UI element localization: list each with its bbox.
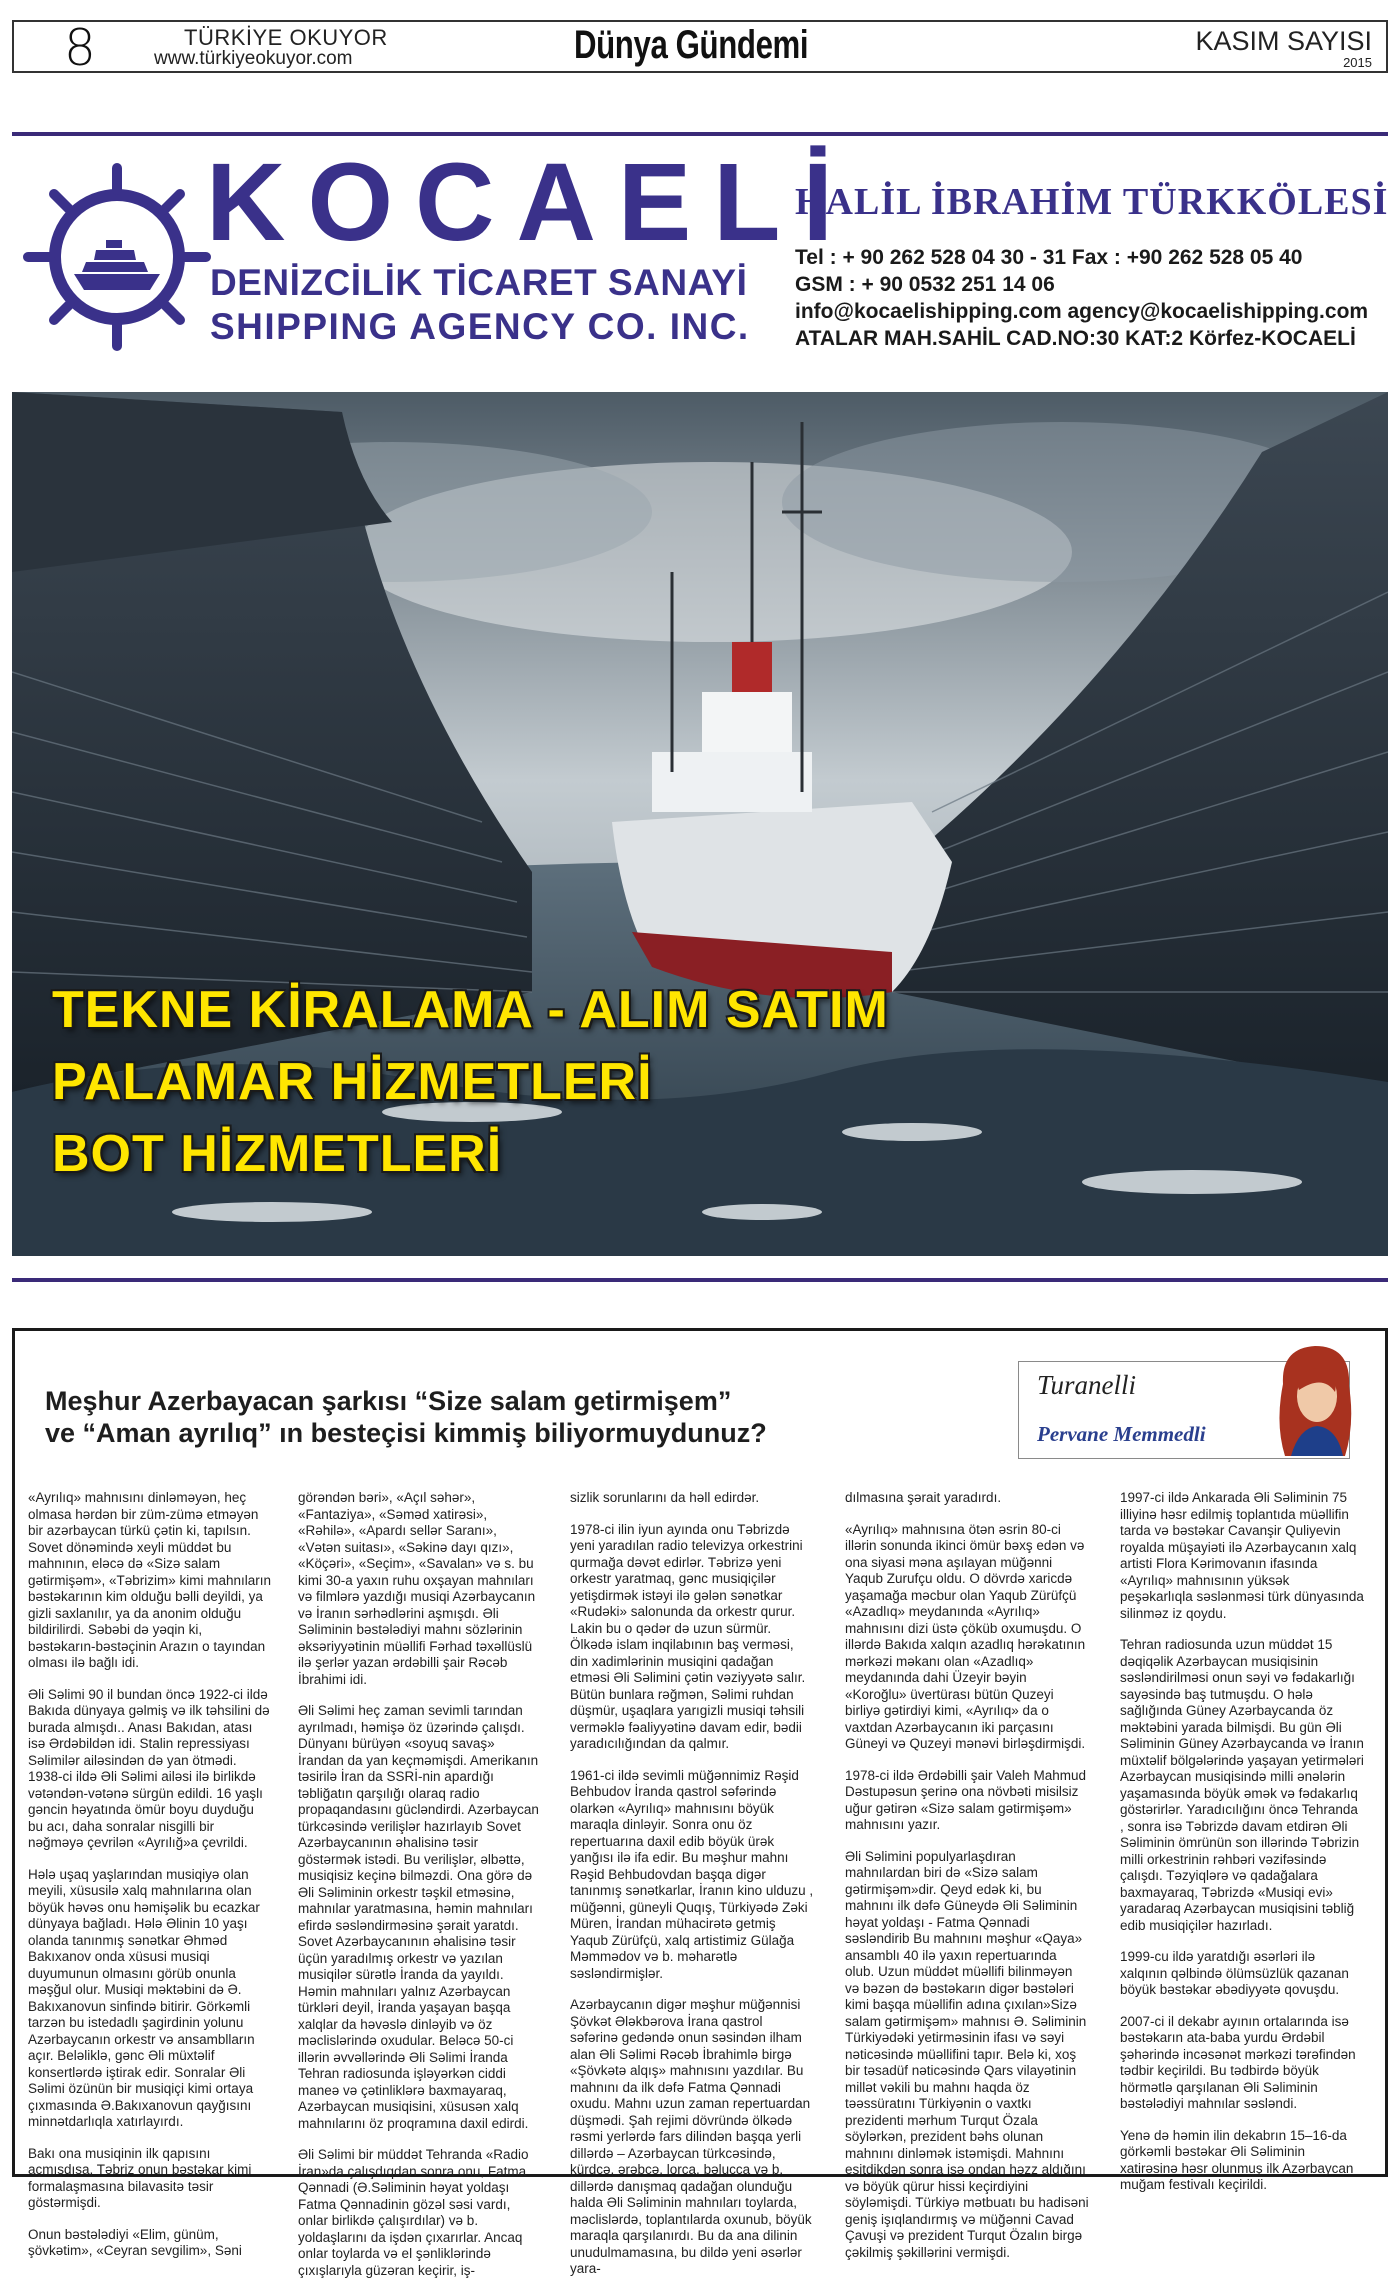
section-title: Dünya Gündemi [574,23,809,67]
divider-rule [12,1278,1388,1282]
paragraph: Əli Səlimi 90 il bundan öncə 1922-ci ildə Bakıda dünyaya gəlmiş və ilk təhsilini də burada almışdı.. Anası Bakıdan, atası isə Ərdəbildən idi. Stalin repressiyası Səlimilər ailəsindən də yan ötmədi. 1938-ci ildə Əli Səlimi ailəsi ilə birlikdə vətəndən-vətənə sürgün edildi. 16 yaşlı gəncin həyatında ömür boyu duyduğu bu acı, daha sonralar nisgilli bir nəğməyə çevrilən «Ayrılığ»a çevrildi. [28,1686,270,1850]
paragraph: Azərbaycanın digər məşhur müğənnisi Şövkət Ələkbərova İrana qastrol səfərinə gedəndə onun səsindən ilham alan Əli Səlimi Rəcəb İbrahimlə birgə «Şövkətə alqış» mahnısını yazdılar. Bu mahnını da ilk dəfə Fatma Qənnadi oxudu. Mahnı uzun zaman repertuardan düşmədi. Şah rejimi dövründə ölkədə rəsmi yerlərdə fars dilindən başqa yerli dillərdə – Azərbaycan türkcəsində, kürdcə, ərəbcə, lorca, bəlucca və b. dillərdə danışmaq qadağan olunduğu halda Əli Səliminin mahnıları toylarda, məclislərdə, toplantılarda oxunub, böyük maraqla qarşılanırdı. Bu da ana dilinin unudulmamasına, bu dildə yeni əsərlər yara- [570,1997,812,2276]
page-number: 8 [64,19,96,77]
paragraph: Əli Səlimini populyarlaşdıran mahnılardan biri də «Sizə salam gətirmişəm»dir. Qeyd edək ki, bu mahnını ilk dəfə Güneydə Əli Səliminin həyat yoldaşı - Fatma Qənnadi səsləndirib Bu mahnını məşhur «Qaya» ansamblı 40 ilə yaxın repertuarında olub. Uzun müddət müəllifi bilinməyən və bəzən də bəstəkarın digər bəstələri kimi başqa müəllifin adına çıxılan»Sizə salam gətirmişəm» mahnısı Ə. Səliminin Türkiyədəki yetirməsinin ifası və səyi nəticəsində müəllifini tapır. Belə ki, xoş bir təsadüf nəticəsində Qars vilayətinin millət vəkili bu mahnı haqda öz təəssüratını Türkiyənin o vaxtkı prezidenti mərhum Turqut Özala söylərkən, prezident bəhs olunan mahnını dinləmək istəmişdi. Mahnını eşitdikdən sonra isə ondan həzz aldığını və böyük qürur hissi keçirdiyini söyləmişdi. Türkiyə mətbuatı bu hadisəni geniş işıqlandırmış və müğənni Cavad Çavuşi və prezident Turqut Özalın birgə çəkilmiş şəkillərini vermişdi. [845,1848,1089,2260]
article-column-2 [298,1490,542,2294]
contact-emails[interactable]: info@kocaelishipping.com agency@kocaelishipping.com [795,300,1369,323]
publication-name: TÜRKİYE OKUYOR [184,25,388,50]
ad-slogan-3: BOT HİZMETLERİ [52,1125,503,1183]
paragraph: Yenə də həmin ilin dekabrın 15–16-da görkəmli bəstəkar Əli Səliminin xatirəsinə həsr olunmuş ilk Azərbaycan muğam festivalı keçirildi. [1120,2127,1354,2192]
paragraph: 1997-ci ildə Ankarada Əli Səliminin 75 illiyinə həsr edilmiş toplantıda müəllifin tarda və bəstəkar Cavanşir Quliyevin royalda müşayiəti ilə Azərbaycanın xalq artisti Flora Kərimovanın ifasında «Ayrılıq» mahnısının yüksək peşəkarlıqla səslənməsi türk dünyasında silinməz iz qoydu. [1120,1490,1364,1621]
issue-label: KASIM SAYISI [1195,26,1372,56]
article-column-3 [570,1490,814,2293]
paragraph: «Ayrılıq» mahnısına ötən əsrin 80-ci illərin sonunda ikinci ömür bəxş edən və ona siyasi məna aşılayan müğənni Yaqub Zurufçu oldu. O dövrdə xaricdə yaşamağa məcbur olan Yaqub Zürüfçü «Azadlıq» meydanında «Ayrılıq» mahnısını dizi üstə çöküb oxumuşdu. O illərdə Bakıda xalqın azadlıq hərəkatının mərkəzi məkanı olan «Azadlıq» meydanında dahi Üzeyir bəyin «Koroğlu» üvertürası bütün Quzeyi birliyə gətirdiyi kimi, «Ayrılıq» da o vaxtdan Azərbaycanın iki parçasını Güneyi və Quzeyi mənəvi birləşdirmişdi. [845,1521,1086,1751]
paragraph: 1978-ci ilin iyun ayında onu Təbrizdə yeni yaradılan radio televizya orkestrini qurmağa dəvət edirlər. Təbrizə yeni orkestr yaratmaq, gənc musiqiçilər yetişdirmək istəyi ilə gələn sənətkar «Rudəki» salonunda da orkestr qurur. Lakin bu o qədər də uzun sürmür. Ölkədə islam inqilabının baş verməsi, din xadimlərinin musiqini qadağan etməsi Əli Səlimini çətin vəziyyətə salır. Bütün bunlara rəğmən, Səlimi ruhdan düşmür, uşaqlara yarıgizli musiqi təhsili verməklə fəaliyyətinə davam edir, bədii yaradıcılığından da qalmır. [570,1521,806,1751]
paragraph: Onun bəstələdiyi «Elim, günüm, şövkətim», «Ceyran sevgilim», Səni [28,2226,242,2258]
page-header [12,19,1388,77]
article-column-1 [28,1490,272,2275]
contact-address: ATALAR MAH.SAHİL CAD.NO:30 KAT:2 Körfez-KOCAELİ [795,327,1356,350]
article-column-4 [845,1490,1089,2276]
article-column-5 [1120,1490,1364,2209]
contact-gsm: GSM : + 90 0532 251 14 06 [795,273,1055,296]
paragraph: «Ayrılıq» mahnısını dinləməyən, heç olmasa hərdən bir züm-zümə etməyən bir azərbaycan türkü çətin ki, tapılsın. Sovet dönəmində xeyli müddət bu mahnının, eləcə də «Sizə salam gətirmişəm», «Təbrizim» kimi mahnıların bəstəkarının kim olduğu bəlli deyildi, ya gizli saxlanılır, ya da anonim olduğu bildirilirdi. Səbəbi də yəqin ki, bəstəkarın-bəstəçinin Arazın o tayından olması ilə bağlı idi. [28,1490,272,1670]
paragraph: Hələ uşaq yaşlarından musiqiyə olan meyili, xüsusilə xalq mahnılarına olan böyük həvəs onu həmişəlik bu ecazkar dünyaya bağladı. Hələ Əlinin 10 yaşı olanda tanınmış sənətkar Əhməd Bakıxanov onda xüsusi musiqi duyumunun olmasını görüb onunla məşğul olur. Musiqi məktəbini də Ə. Bakıxanovun sinfində bitirir. Görkəmli tarzən bu istedadlı şagirdinin yolunu Azərbaycanın orkestr və ansamblların açır. Beləliklə, gənc Əli müxtəlif konsertlərdə iştirak edir. Sonralar Əli Səlimi özünün bir musiqiçi kimi ortaya çıxmasında Ə.Bakıxanovun qayğısını minnətdarlıqla xatırlayırdı. [28,1866,260,2129]
paragraph: 2007-ci il dekabr ayının ortalarında isə bəstəkarın ata-baba yurdu Ərdəbil şəhərində incəsənət mərkəzi tərəfindən tədbir keçirildi. Bu tədbirdə böyük hörmətlə qarşılanan Əli Səliminin bəstələdiyi mahnılar səsləndi. [1120,2013,1356,2111]
paragraph: 1978-ci ildə Ərdəbilli şair Valeh Mahmud Dəstupəsun şerinə ona növbəti misilsiz uğur gətirən «Sizə salam gətirmişəm» mahnısını yazır. [845,1767,1087,1832]
paragraph: sizlik sorunlarını da həll edirdər. [570,1490,760,1505]
paragraph: 1961-ci ildə sevimli müğənnimiz Rəşid Behbudov İranda qastrol səfərində olarkən «Ayrılıq» mahnısını böyük maraqla dinləyir. Sonra onu öz repertuarına daxil edib böyük ürək yanğısı ilə ifa edir. Bu məşhur mahnı Rəşid Behbudovdan başqa digər tanınmış sənətkarlar, İranın kino ulduzu , müğənni, güneyli Quqış, Türkiyədə Zəki Müren, İrandan mühacirətə getmiş Yaqub Zürüfçü, xalq artistimiz Gülağa Məmmədov və b. məharətlə səsləndirmişlər. [570,1767,814,1981]
paragraph: 1999-cu ildə yaratdığı əsərləri ilə xalqının qəlbində ölümsüzlük qazanan böyük bəstəkar əbədiyyətə qovuşdu. [1120,1949,1349,1997]
ship-wheel-logo-icon [22,162,212,352]
article-headline-line1: Meşhur Azerbayacan şarkısı “Size salam getirmişem” [45,1386,732,1416]
paragraph: Tehran radiosunda uzun müddət 15 dəqiqəlik Azərbaycan musiqisinin səsləndirilməsi onun səyi və fədakarlığı sayəsində baş tutmuşdu. O hələ sağlığında Güney Azərbaycanda öz məktəbini yarada bilmişdi. Bu gün Əli Səliminin Güney Azərbaycanda və İranın müxtəlif bölgələrində yaşayan yetirmələri Azərbaycan musiqisində milli ənələrin yaşamasında böyük əmək və fədakarlıq göstərirlər. Yaradıcılığını öncə Tehranda , sonra isə Təbrizdə davam etdirən Əli Səliminin ömrünün son illərində Təbrizin milli orkestrinin rəhbəri vəzifəsində çalışdı. Təzyiqlərə və qadağalara baxmayaraq, Təbrizdə «Musiqi evi» yaradaraq Azərbaycan musiqisini təbliğ edib musiqiçilər hazırladı. [1120,1637,1364,1933]
issue-year: 2015 [1343,55,1372,70]
author-name: Pervane Memmedli [1037,1422,1206,1446]
ad-slogan-1: TEKNE KİRALAMA - ALIM SATIM [52,981,889,1039]
company-name: KOCAELİ [206,141,855,264]
paragraph: Əli Səlimi bir müddət Tehranda «Radio İran»da çalışdıqdan sonra onu, Fatma Qənnadi (Ə.Səliminin həyat yoldaşı Fatma Qənnadinin gözəl səsi vardı, onlar birlikdə çalışırdılar) və b. yoldaşlarını da işdən çıxarırlar. Ancaq onlar toylarda və el şənliklərində çıxışlarıyla güzəran keçirir, iş- [298,2147,529,2278]
paragraph: dılmasına şərait yaradırdı. [845,1490,1002,1505]
article-headline-line2: ve “Aman ayrılıq” ın besteçisi kimmiş biliyormuydunuz? [45,1418,767,1448]
paragraph: görəndən bəri», «Açıl səhər», «Fantaziya», «Səməd xatirəsi», «Rəhilə», «Apardı sellər Saranı», «Vətən suitası», «Səkinə dayı qızı», «Köçəri», «Seçim», «Savalan» və s. bu kimi 30-a yaxın ruhu oxşayan mahnıları və filmlərə yazdığı musiqi Azərbaycanın və İranın sərhədlərini aşmışdı. Əli Səliminin bəstələdiyi mahnı sözlərinin əksəriyyətinin müəllifi Fərhad təxəllüslü ilə şerlər yazan ərdəbilli şair Rəcəb İbrahimi idi. [298,1490,536,1687]
publication-url[interactable]: www.türkiyeokuyor.com [154,48,353,69]
contact-name: HALİL İBRAHİM TÜRKKÖLESİ [795,181,1389,223]
divider-rule [12,132,1388,136]
company-subtitle-tr: DENİZCİLİK TİCARET SANAYİ [210,262,748,303]
contact-tel: Tel : + 90 262 528 04 30 - 31 Fax : +90 262 528 05 40 [795,246,1303,269]
paragraph: Bakı ona musiqinin ilk qapısını açmışdısa, Təbriz onun bəstəkar kimi formalaşmasına bilavasitə təsir göstərmişdi. [28,2145,252,2210]
ship-stadium-banner [12,392,1388,1256]
ad-slogan-2: PALAMAR HİZMETLERİ [52,1053,653,1111]
company-subtitle-en: SHIPPING AGENCY CO. INC. [210,306,750,347]
paragraph: Əli Səlimi heç zaman sevimli tarından ayrılmadı, həmişə öz üzərində çalışdı. Dünyanı bürüyən «soyuq savaş» İrandan da yan keçməmişdi. Amerikanın təsirilə İran da SSRİ-nin apardığı təbliğatın qarşılığı olaraq radio propaqandasını gücləndirdi. Azərbaycan türkcəsində verilişlər hazırlayıb Sovet Azərbaycanının əhalisinə təsir göstərmək istədi. Bu verilişlər, əlbəttə, musiqisiz keçinə bilməzdi. Ona görə də Əli Səliminin orkestr təşkil etməsinə, mahnılar yaratmasına, həmin mahnıları efirdə səsləndirməsinə şərait yaratdı. Sovet Azərbaycanının əhalisinə təsir üçün yaradılmış orkestr və yazılan musiqilər sürətlə İranda da yayıldı. Həmin mahnıları yalnız Azərbaycan türkləri deyil, İranda yaşayan başqa xalqlar da həvəslə dinləyib və öz məclislərində oxudular. Beləcə 50-ci illərin əvvəllərində Əli Səlimi İranda Tehran radiosunda işləyərkən ciddi maneə və çətinliklərə baxmayaraq, Azərbaycan musiqisini, xüsusən xalq mahnılarını öz proqramına daxil edirdi. [298,1703,539,2131]
author-avatar [1275,1344,1355,1456]
column-category: Turanelli [1037,1370,1137,1400]
